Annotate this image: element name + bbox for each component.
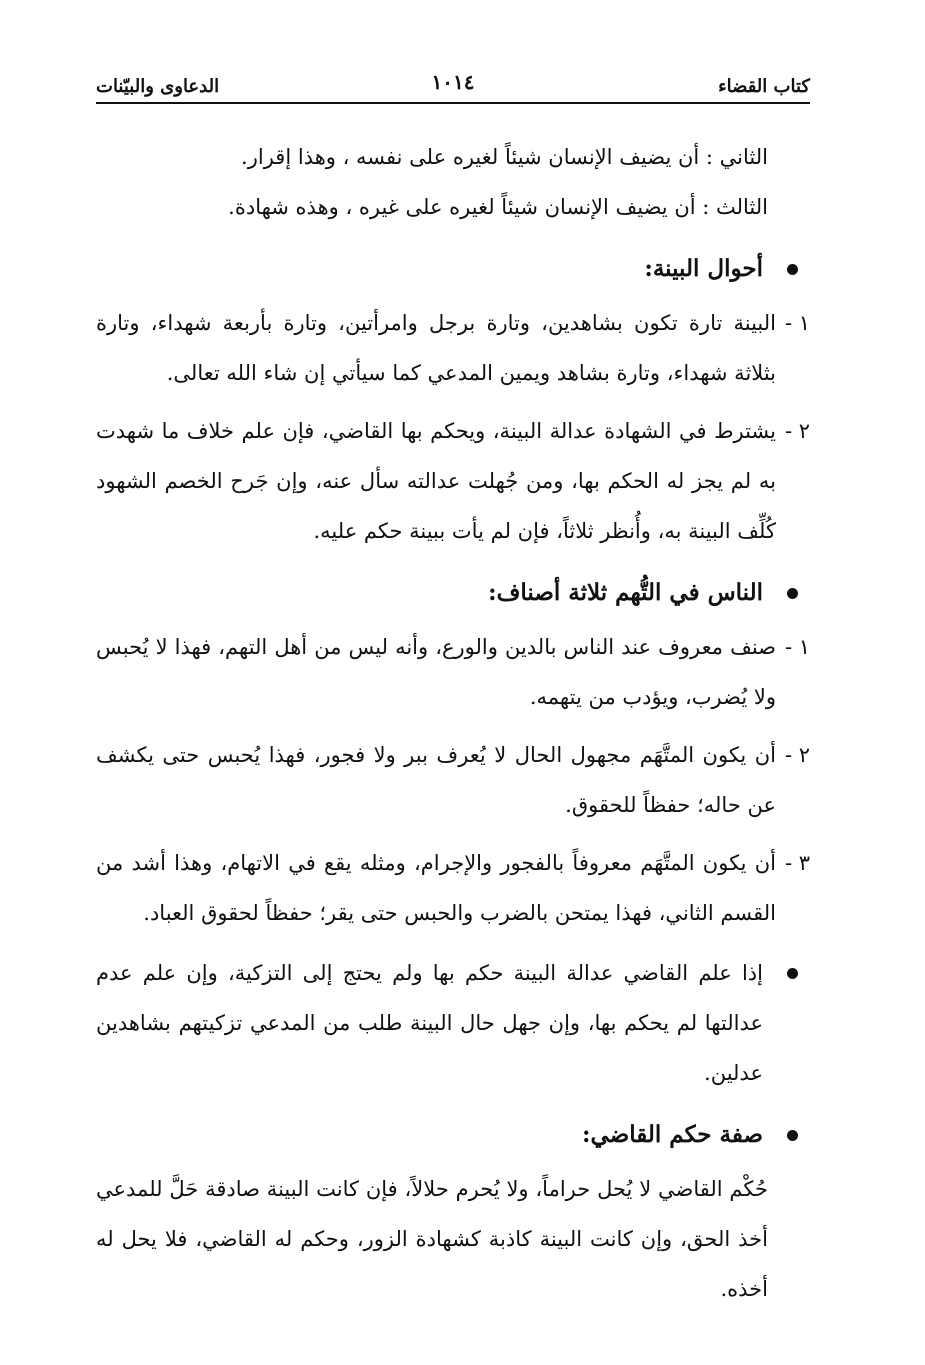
item-text: يشترط في الشهادة عدالة البينة، ويحكم بها القاضي، فإن علم خلاف ما شهدت به لم يجز له الحكم بها، ومن جُهلت عدالته سأل عنه، وإن جَرح الخصم الشهود كُلِّف البينة به، وأُنظر ثلاثاً، فإن لم يأت ببينة حكم عليه. <box>96 419 776 543</box>
page-content <box>96 132 810 1314</box>
list-item <box>96 838 810 938</box>
ruling-paragraph: حُكْم القاضي لا يُحل حراماً، ولا يُحرم حلالاً، فإن كانت البينة صادقة حَلَّ للمدعي أخذ الحق، وإن كانت البينة كاذبة كشهادة الزور، وحكم له القاضي، فلا يحل له أخذه. <box>96 1177 768 1301</box>
page-header <box>96 66 810 104</box>
section-heading-evidence-states <box>96 244 810 294</box>
item-number: ٣ - <box>784 851 810 875</box>
item-text: أن يكون المتَّهَم مجهول الحال لا يُعرف ببر ولا فجور، فهذا يُحبس حتى يكشف عن حاله؛ حفظاً للحقوق. <box>96 743 776 817</box>
page-number: ١٠١٤ <box>431 70 475 94</box>
heading-text: الناس في التُّهم ثلاثة أصناف: <box>488 579 763 606</box>
item-text: البينة تارة تكون بشاهدين، وتارة برجل وامرأتين، وتارة بأربعة شهداء، وتارة بثلاثة شهداء، وتارة بشاهد ويمين المدعي كما سيأتي إن شاء الله تعالى. <box>96 311 776 385</box>
section-heading-accusations <box>96 568 810 618</box>
intro-line-2: الثاني : أن يضيف الإنسان شيئاً لغيره على نفسه ، وهذا إقرار. <box>241 145 768 169</box>
list-item <box>96 622 810 722</box>
item-number: ٢ - <box>784 743 810 767</box>
item-number: ١ - <box>784 635 810 659</box>
bullet-icon <box>787 588 798 599</box>
list-item <box>96 406 810 556</box>
heading-text: أحوال البينة: <box>644 255 763 282</box>
item-text: صنف معروف عند الناس بالدين والورع، وأنه ليس من أهل التهم، فهذا لا يُحبس ولا يُضرب، ويؤدب من يتهمه. <box>96 635 776 709</box>
note-text: إذا علم القاضي عدالة البينة حكم بها ولم يحتج إلى التزكية، وإن علم عدم عدالتها لم يحكم بها، وإن جهل حال البينة طلب من المدعي تزكيتهم بشاهدين عدلين. <box>96 961 763 1085</box>
chapter-title: الدعاوى والبيّنات <box>96 76 220 97</box>
intro-line-3: الثالث : أن يضيف الإنسان شيئاً لغيره على غيره ، وهذه شهادة. <box>228 195 768 219</box>
book-title: كتاب القضاء <box>718 76 810 97</box>
bullet-note <box>96 948 810 1098</box>
list-item <box>96 730 810 830</box>
item-number: ٢ - <box>784 419 810 443</box>
section-heading-judge-ruling <box>96 1110 810 1160</box>
item-number: ١ - <box>784 311 810 335</box>
item-text: أن يكون المتَّهَم معروفاً بالفجور والإجرام، ومثله يقع في الاتهام، وهذا أشد من القسم الثاني، فهذا يمتحن بالضرب والحبس حتى يقر؛ حفظاً لحقوق العباد. <box>96 851 776 925</box>
bullet-icon <box>787 264 798 275</box>
bullet-icon <box>787 1130 798 1141</box>
list-item <box>96 298 810 398</box>
heading-text: صفة حكم القاضي: <box>582 1121 763 1148</box>
bullet-icon <box>787 968 798 979</box>
